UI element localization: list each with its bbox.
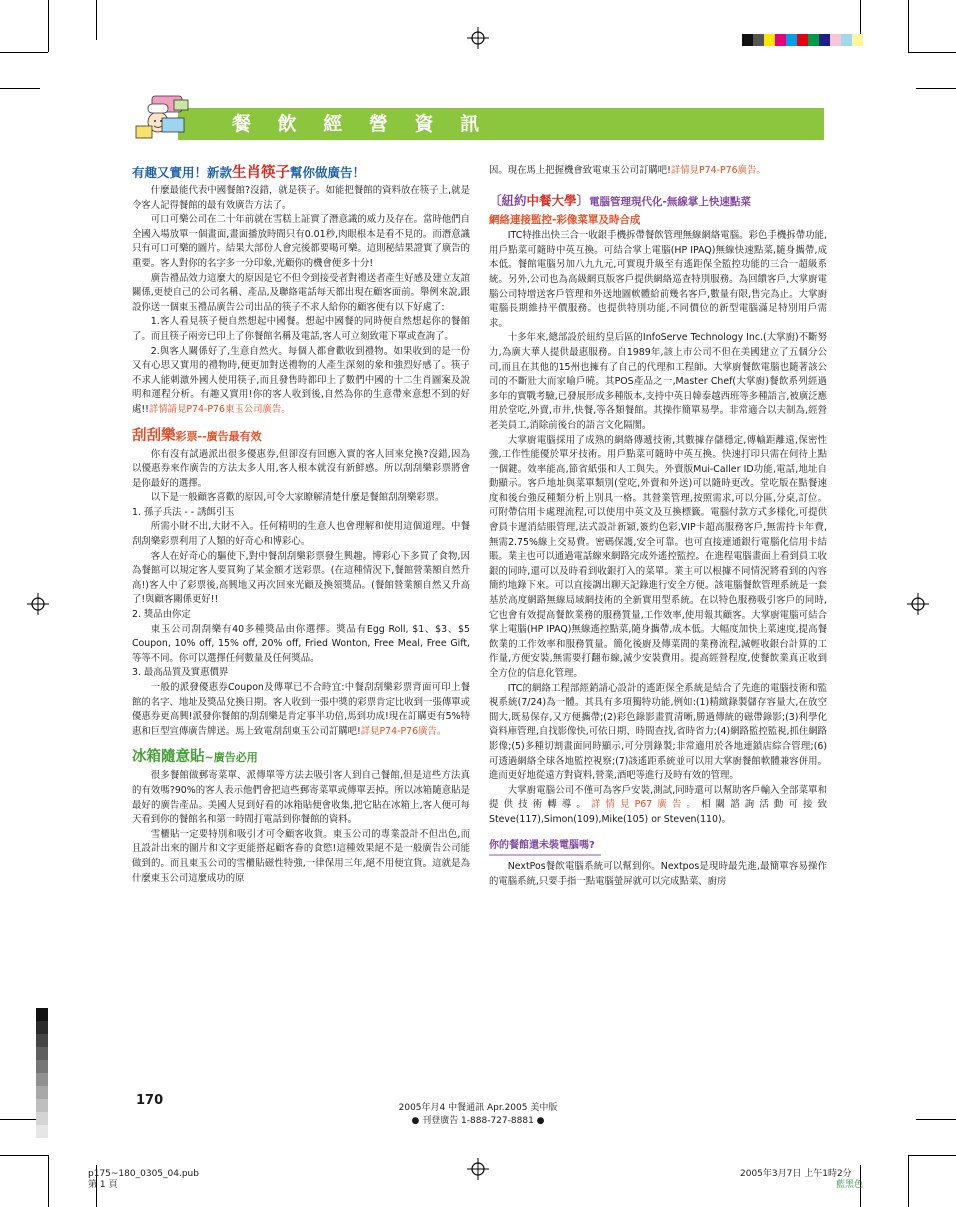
left-column bbox=[132, 165, 470, 886]
crop-mark bbox=[0, 52, 48, 53]
paragraph: 所需小財不出,大財不入。任何精明的生意人也會理解和使用這個道理。中餐刮刮樂彩票利用了人類的好奇心和博彩心。 bbox=[132, 521, 470, 548]
crop-mark bbox=[96, 0, 97, 40]
paragraph: 十多年來,總部設於紐約皇后區的InfoServe Technology Inc.(大掌廚)不斷努力,為廣大華人提供最惠服務。自1989年,該上市公司不但在美國建立了五個分公司,而且在其他的15州也擁有了自己的代理和工程師。大掌廚餐飲電腦也隨著該公司的不斷壯大而家喻戶曉。其POS產品之一,Master Chef(大掌廚)餐飲系列經過多年的實戰考驗,已發展形成多種版本,支持中英日韓泰越西班等多種語言,被廣泛應用於堂吃,外賣,市井,快餐,等各類餐館。其操作簡單易學。非常適合以夫制為,經營老美員工,消除前後台的語言文化隔閡。 bbox=[489, 332, 827, 431]
right-column bbox=[489, 164, 827, 889]
paragraph: NextPos餐飲電腦系統可以幫到你。Nextpos是現時最先進,最簡單容易操作的電腦系統,只要手指一點電腦螢屏就可以完成點菜、廚房 bbox=[489, 861, 827, 887]
paragraph-continued: 因。現在馬上把握機會致電東玉公司訂購吧!詳情見P74-P76廣告。 bbox=[489, 165, 766, 176]
list-heading: 3. 最高品質及實惠價界 bbox=[132, 667, 229, 679]
crop-mark bbox=[0, 88, 40, 89]
article-subtitle: 網絡連接監控-彩像菜單及時合成 bbox=[489, 213, 641, 226]
registration-mark-bottom bbox=[467, 1158, 489, 1180]
paragraph: 你有沒有試過派出很多優惠券,但卻沒有回應入實的客人回來兌換?沒錯,因為以優惠券來作廣告的方法太多人用,客人根本就沒有新鮮感。所以刮刮樂彩票將會是你最好的選擇。 bbox=[132, 448, 470, 489]
ad-reference: 詳情請見P74-P76東玉公司廣告。 bbox=[148, 403, 291, 415]
footer-ad-contact: ● 刊登廣告 1-888-727-8881 ● bbox=[411, 1116, 545, 1126]
gray-scale-bar bbox=[36, 1008, 48, 1138]
color-bar bbox=[742, 34, 863, 46]
crop-mark bbox=[908, 1155, 956, 1156]
slug-filename: p175~180_0305_04.pub bbox=[88, 1169, 199, 1179]
paragraph: 大掌廚電腦採用了成熟的網絡傳遞技術,其數據存儲穩定,傳輸距離遠,保密性強,工作性能優於單牙技術。用戶點菜可隨時中英互換。快速打印只需在伺待上點一個鍵。效率能高,節省紙張和人工與失。外賣版Mui-Caller ID功能,電話,地址自動顯示。客戶地址與菜單類別(堂吃,外賣和外送)可以隨時更改。堂吃版在點餐速度和後台強反種類分析上別具一格。其營業管理,按照需求,可以分區,分桌,訂位。可附帶信用卡處理流程,可以使用中英文及互換標籤。電腦付款方式多樣化,可提供會員卡遲消結賬管理,法式設計新穎,簽約色彩,VIP卡超高服務客戶,無需持卡年費,無需2.75%線上交易費。密碼保護,安全可靠。也可直接連通銀行電腦化信用卡結賬。業主也可以通過電話線來網路完成外遙控監控。在進程電腦畫面上看到員工收銀的同時,還可以及時看到收銀打入的菜單。業主可以根據不同情況將看到的內容簡約地錄下來。可以直接調出聊天記錄進行安全方便。該電腦餐飲管理系統是一套基於高度網路無線局域網技術的全新實用型系統。在以特色服務吸引客戶的同時,它也會有效提高餐飲業務的服務質量,工作效率,使用報其顧客。大掌廚電腦可結合掌上電腦(HP IPAQ)無線遙控點菜,隨身攜帶,成本低。大幅度加快上菜速度,提高餐飲業的工作效率和服務質量。簡化後廚及傳菜間的業務流程,減輕收銀台計算的工作量,方便安裝,無需要打翻布線,減少安裝費用。提高經營程度,使餐飲業真正收到全方位的信息化管理。 bbox=[489, 434, 827, 679]
ad-reference: 詳情見P67廣告。 bbox=[590, 799, 702, 811]
crop-mark bbox=[0, 1155, 48, 1156]
crop-mark bbox=[908, 1155, 909, 1207]
paragraph: 大掌廚電腦公司不僅可為客戶安裝,測試,同時還可以幫助客戶輸入全部菜單和提供技術轉導。詳情見P67廣告。相關諮詢活動可接致Steve(117),Simon(109),Mike(105) or Steven(110)。 bbox=[489, 784, 827, 825]
registration-mark-left bbox=[27, 593, 49, 615]
list-heading: 1. 孫子兵法 - - 誘餌引玉 bbox=[132, 506, 235, 518]
chef-illustration-icon bbox=[132, 92, 194, 144]
paragraph: 東玉公司刮刮樂有40多種獎品由你選擇。獎品有Egg Roll, $1、$3、$5 Coupon, 10% off, 15% off, 20% off, Fried Wonton, Free Meal, Free Gift,等等不同。你可以選擇任何數量及任何獎品。 bbox=[132, 623, 470, 664]
article-title-fridge-magnet: 冰箱隨意貼~廣告必用 bbox=[132, 749, 258, 766]
article-title-chopsticks: 有趣又實用！新款生肖筷子幫你做廣告！ bbox=[132, 165, 366, 181]
crop-mark bbox=[916, 1119, 956, 1120]
paragraph: 客人在好奇心的驅使下,對中餐刮刮樂彩票發生興趣。博彩心下多買了食物,因為餐館可以規定客人要買夠了某金額才送彩票。(在這種情況下,餐館營業額自然升高!)客人中了彩票後,高興地又再次回來光顧及換領獎品。(餐館營業額自然又升高了!與顧客關係更好!! bbox=[132, 550, 470, 606]
slug-plate-color: 藍黑色 bbox=[836, 1180, 864, 1190]
crop-mark bbox=[908, 52, 956, 53]
ad-reference: 詳見P74-P76廣告。 bbox=[360, 725, 447, 737]
article-title-scratch-card: 刮刮樂彩票--廣告最有效 bbox=[132, 427, 262, 444]
paragraph: ITC的網絡工程部經銷請心設計的遙距保全系統是結合了先進的電腦技術和監視系統(7/24)為一體。其具有多項獨特功能,例如:(1)精緻錄製儲存容量大,在放空間大,既易保存,又方便攜帶;(2)彩色錄影畫質清晰,勝過傳統的磁帶錄影;(3)利學化資料庫管理,自找影像快,可依日期、時間查找,省時省力;(4)網路監控監視,抓住網路影像;(5)多種切割畫面同時顯示,可分別錄製;非常適用於各地連鎖店綜合管理;(6)可透過網絡全球各地監控視察;(7)該遙距系統並可以用大掌廚餐館軟體兼容併用。進而更好地從遠方對資料,營業,酒吧等進行及時有效的管理。 bbox=[489, 682, 827, 782]
paragraph: 一般的派發優惠券Coupon及傳單已不合時宜:中餐刮刮樂彩票背面可印上餐館的名字、地址及獎品兌換日期。客人收到一張中獎的彩票肯定比收到一張傳單或優惠券更高興!派發你餐館的刮刮樂是肯定事半功倍,馬到功成!現在訂購更有5%特惠和巨型宣傳廣告牌送。馬上致電刮刮東玉公司訂購吧!詳見P74-P76廣告。 bbox=[132, 682, 470, 737]
slug-page: 第 1 頁 bbox=[88, 1180, 118, 1190]
article-title-pos-system: 〔紐約中餐大學〕電腦管理現代化-無線掌上快速點菜 bbox=[489, 192, 751, 208]
paragraph: 很多餐館做郵寄菜單、派傳單等方法去吸引客人到自己餐館,但是這些方法真的有效嗎?90%的客人表示他們會把這些郵寄菜單或傳單丟掉。所以冰箱隨意貼是最好的廣告產品。美國人見到好看的冰箱貼便會收集,把它貼在冰箱上,客人便可每天看到你的餐館名和第一時間打電話到你餐館的資料。 bbox=[132, 770, 470, 826]
registration-mark-top bbox=[467, 27, 489, 49]
crop-mark bbox=[48, 1155, 49, 1207]
crop-mark bbox=[0, 1119, 40, 1120]
slug-date: 2005年3月7日 上午1時2分 bbox=[740, 1169, 852, 1179]
paragraph: 2.與客人關係好了,生意自然火。每個人都會歡收到禮物。如果收到的是一份又有心思又實用的禮物時,便更加對送禮物的人產生深刻的象和強烈好感了。筷子不求人能刺激外國人使用筷子,而且發售時都印上了數們中國的十二生肖圖案及說明和運程分析。有趣又實用!你的客人收到後,自然為你的生意帶來意想不到的好處!!詳情請見P74-P76東玉公司廣告。 bbox=[132, 345, 470, 415]
paragraph: 什麼最能代表中國餐館?沒錯，就是筷子。如能把餐館的資料放在筷子上,就是令客人記得餐館的最有效廣告方法了。 bbox=[132, 185, 470, 211]
paragraph: 可口可樂公司在二十年前就在雪糕上証實了潛意識的威力及存在。當時他們自全國入場放單一個畫面,畫面播放時間只有0.01秒,肉眼根本是看不見的。而潛意識只有可口可樂的圖片。結果大部份人會完後都要喝可樂。這則秘結果證實了廣告的重要。客人對你的名字多一分印象,光顧你的機會便多十分! bbox=[132, 214, 470, 269]
list-heading: 2. 獎品由你定 bbox=[132, 609, 191, 621]
paragraph: 雪櫃貼一定要特別和吸引才可令顧客收貨。東玉公司的專業設計不但出色,而且設計出來的圖片和文字更能搭起顧客眷的食慾!這種效果絕不是一般廣告公司能做到的。而且東玉公司的雪櫃貼磁性特強,一律保用三年,絕不用便宜貨。這就是為什麼東玉公司這麼成功的原 bbox=[132, 828, 470, 884]
section-header-title: 餐 飲 經 營 資 訊 bbox=[232, 113, 490, 135]
article-title-nextpos: 你的餐館還未裝電腦嗎? bbox=[489, 838, 601, 857]
page-number: 170 bbox=[136, 1093, 164, 1108]
crop-mark bbox=[916, 88, 956, 89]
ad-reference: 詳情見P74-P76廣告。 bbox=[670, 165, 766, 176]
paragraph: 廣告禮品效力這麼大的原因是它不但令到接受者對禮送者產生好感及建立友誼關係,更使自己的公司名稱、產品,及聯絡電話每天都出現在顧客面前。舉例來說,跟設你送一個東玉禮品廣告公司出品的筷子不求人給你的顧客便有以下好處了: bbox=[132, 272, 470, 313]
footer-publication: 2005年月4 中餐通訊 Apr.2005 美中版 bbox=[398, 1103, 558, 1113]
crop-mark bbox=[48, 0, 49, 52]
paragraph: ITC特推出快三合一收銀手機拆帶餐飲管理無線網絡電腦。彩色手機拆帶功能,用戶點菜可隨時中英互換。可結合掌上電腦(HP IPAQ)無線快速點菜,隨身攜帶,成本低。餐館電腦另加八九九元,可實現升級至有遙距保全監控功能的三合一超級系統。另外,公司也為高級網頁版客戶提供網絡巡查特別服務。為回饋客戶,大掌廚電腦公司特增送客戶管理和外送地圖軟體給前幾名客戶,數量有限,售完為止。大掌廚電腦長期維持平價服務。也提供特別功能,不同價位的新型電腦滿足特別用戶需求。 bbox=[489, 230, 827, 329]
registration-mark-right bbox=[907, 593, 929, 615]
paragraph: 以下是一般顧客喜歡的原因,可令大家瞭解清楚什麼是餐館刮刮樂彩票。 bbox=[150, 492, 445, 504]
paragraph: 1.客人看見筷子便自然想起中國餐。想起中國餐的同時便自然想起你的餐館了。而且筷子兩旁已印上了你餐館名稱及電話,客人可立刻致電下單或查詢了。 bbox=[132, 316, 470, 342]
crop-mark bbox=[908, 0, 909, 52]
